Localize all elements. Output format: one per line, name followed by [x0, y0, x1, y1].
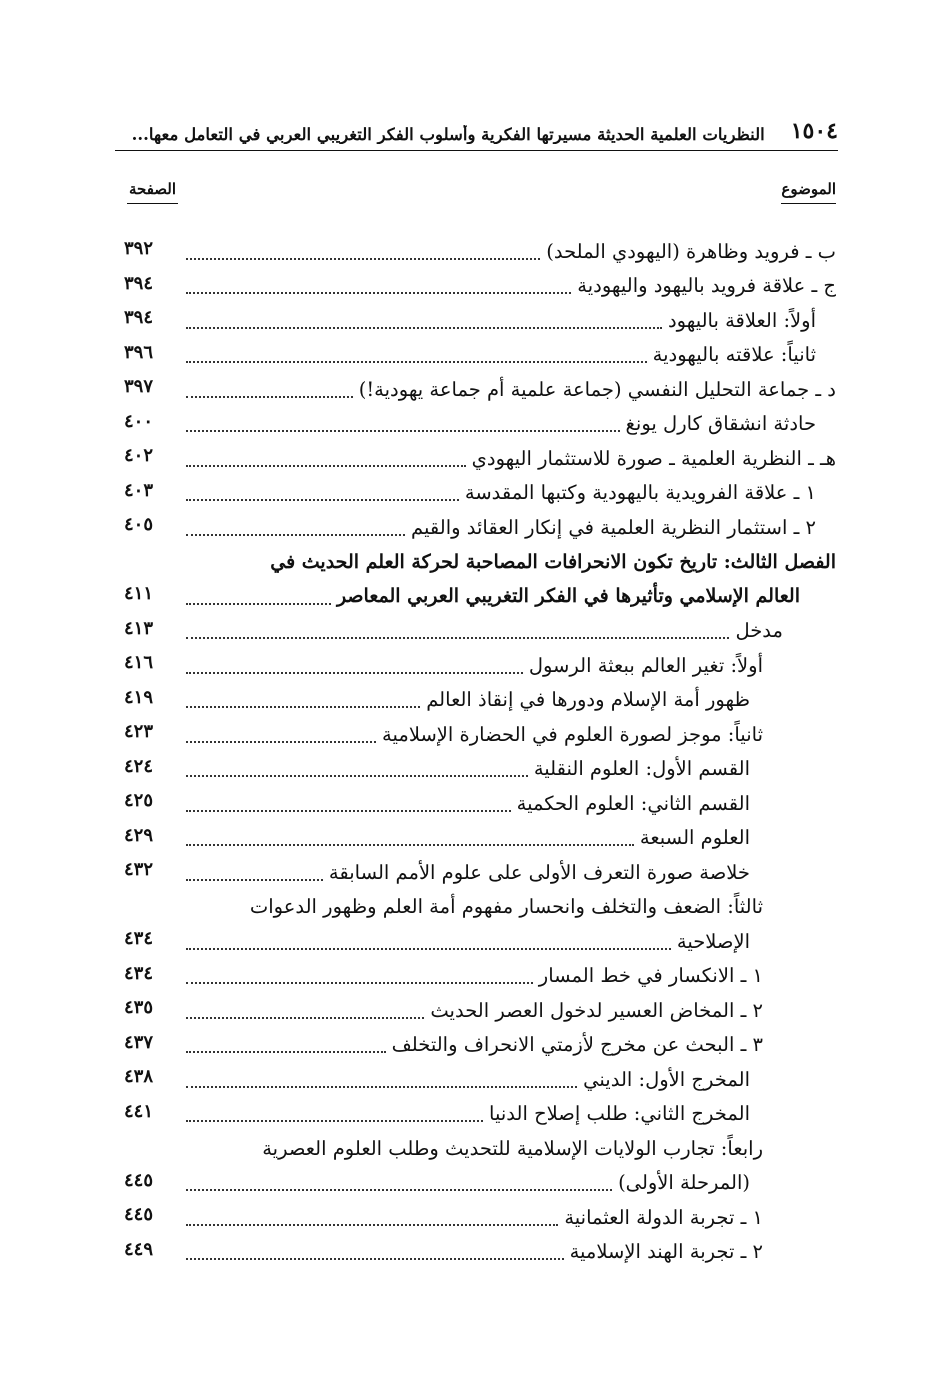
toc-entry-title: المخرج الثاني: طلب إصلاح الدنيا: [489, 1102, 750, 1125]
toc-entry-title: القسم الأول: العلوم النقلية: [533, 757, 750, 780]
toc-entry-title: ٢ ـ تجربة الهند الإسلامية: [569, 1240, 763, 1263]
toc-entry: [0, 338, 948, 372]
dot-leader: [186, 1016, 424, 1019]
toc-entry-title: ظهور أمة الإسلام ودورها في إنقاذ العالم: [426, 688, 750, 711]
dot-leader: [186, 740, 376, 743]
toc-page-number: ٤٣٢: [124, 859, 154, 880]
toc-chapter-heading: [0, 579, 948, 613]
toc-page-number: ٤١٩: [124, 686, 154, 708]
dot-leader: [186, 878, 323, 881]
toc-entry-title: رابعاً: تجارب الولايات الإسلامية للتحديث وطلب العلوم العصرية: [262, 1136, 763, 1160]
toc-page-number: ٤٤٩: [124, 1238, 154, 1260]
dot-leader: [186, 636, 729, 639]
toc-page-number: ٤٣٨: [124, 1066, 154, 1087]
toc-entry-title: الفصل الثالث: تاريخ تكون الانحرافات المصاحبة لحركة العلم الحديث في: [270, 550, 836, 573]
toc-entry-title: ثانياً: موجز لصورة العلوم في الحضارة الإسلامية: [382, 722, 763, 746]
toc-entry-title: خلاصة صورة التعرف الأولى على علوم الأمم السابقة: [328, 860, 750, 884]
dot-leader: [186, 429, 620, 432]
dot-leader: [186, 1223, 558, 1226]
dot-leader: [186, 533, 405, 536]
toc-entry-title: ثالثاً: الضعف والتخلف وانحسار مفهوم أمة العلم وظهور الدعوات: [249, 895, 763, 918]
toc-entry: [0, 890, 948, 924]
toc-page-number: ٤٣٤: [124, 962, 154, 984]
toc-page-number: ٤٤١: [124, 1100, 154, 1122]
toc-entry: [0, 1028, 948, 1062]
toc-entry-title: ثانياً: علاقته باليهودية: [652, 343, 816, 366]
toc-entry-title: ١ ـ الانكسار في خط المسار: [538, 964, 763, 987]
dot-leader: [186, 395, 353, 398]
toc-page-number: ٣٩٤: [124, 307, 154, 328]
toc-entry-title: د ـ جماعة التحليل النفسي (جماعة علمية أم جماعة يهودية!): [358, 377, 836, 401]
toc-entry: [0, 269, 948, 303]
toc-page-number: ٤١١: [124, 583, 154, 604]
toc-entry: [0, 476, 948, 510]
toc-entry-title: ٣ ـ البحث عن مخرج لأزمتي الانحراف والتخلف: [391, 1033, 763, 1056]
toc-page-number: ٤٤٥: [124, 1204, 154, 1225]
dot-leader: [186, 1085, 577, 1088]
toc-entry-title: المخرج الأول: الديني: [583, 1067, 750, 1091]
toc-page-number: ٣٩٢: [124, 238, 154, 259]
toc-entry: [0, 1200, 948, 1234]
toc-entry: [0, 993, 948, 1027]
toc-page-number: ٣٩٤: [124, 272, 154, 294]
toc-entry-title: هـ ـ النظرية العلمية ـ صورة للاستثمار اليهودي: [471, 446, 836, 470]
page-number: ١٥٠٤: [790, 118, 838, 144]
toc-page-number: ٤٠٠: [124, 410, 154, 432]
dot-leader: [186, 671, 523, 674]
toc-entry: [0, 1166, 948, 1200]
toc-entry: [0, 407, 948, 441]
toc-page-number: ٤١٦: [124, 652, 154, 673]
toc-page-number: ٣٩٧: [124, 376, 154, 397]
toc-entry-title: ١ ـ تجربة الدولة العثمانية: [564, 1205, 763, 1229]
toc-entry-title: القسم الثاني: العلوم الحكمية: [516, 791, 750, 815]
toc-page-number: ٤٣٧: [124, 1031, 154, 1053]
toc-entry-title: العلوم السبعة: [639, 826, 750, 849]
toc-entry-title: العالم الإسلامي وتأثيرها في الفكر التغريبي العربي المعاصر: [336, 585, 800, 607]
toc-entry-title: أولاً: تغير العالم ببعثة الرسول: [528, 653, 763, 677]
page-column-heading: الصفحة: [127, 180, 178, 204]
dot-leader: [186, 360, 647, 363]
toc-page-number: ٤٢٣: [124, 721, 154, 742]
dot-leader: [186, 1050, 386, 1053]
toc-entry: [0, 924, 948, 958]
dot-leader: [186, 843, 634, 846]
toc-entry: [0, 1235, 948, 1269]
dot-leader: [186, 809, 511, 812]
toc-entry-title: أولاً: العلاقة باليهود: [667, 308, 816, 332]
toc-entry-title: ٢ ـ المخاض العسير لدخول العصر الحديث: [430, 998, 763, 1022]
dot-leader: [186, 981, 533, 984]
dot-leader: [186, 1119, 483, 1122]
toc-page-number: ٤١٣: [124, 617, 154, 639]
dot-leader: [186, 602, 331, 605]
toc-page-number: ٤٠٣: [124, 479, 154, 501]
toc-page-number: ٤٠٢: [124, 445, 154, 466]
toc-entry: [0, 1131, 948, 1165]
toc-entry: [0, 234, 948, 268]
toc-entry: [0, 1097, 948, 1131]
running-header: [115, 110, 838, 151]
toc-page-number: ٤٢٥: [124, 790, 154, 811]
toc-entry-title: مدخل: [735, 619, 783, 642]
toc-entry: [0, 786, 948, 820]
toc-entry-title: الإصلاحية: [676, 929, 750, 953]
toc-entry-title: ب ـ فرويد وظاهرة (اليهودي الملحد): [546, 239, 836, 263]
toc-entry: [0, 1062, 948, 1096]
toc-entry: [0, 510, 948, 544]
dot-leader: [186, 1188, 612, 1191]
running-title: النظريات العلمية الحديثة مسيرتها الفكرية وأسلوب الفكر التغريبي العربي في التعامل معها...: [131, 125, 765, 144]
dot-leader: [186, 464, 466, 467]
toc-entry: [0, 614, 948, 648]
dot-leader: [186, 774, 528, 777]
toc-page-number: ٣٩٦: [124, 341, 154, 363]
dot-leader: [186, 326, 662, 329]
toc-entry: [0, 372, 948, 406]
toc-entry: [0, 752, 948, 786]
toc-entry: [0, 303, 948, 337]
topic-column-heading: الموضوع: [781, 180, 836, 204]
dot-leader: [186, 257, 540, 260]
dot-leader: [186, 291, 571, 294]
toc-page-number: ٤٣٥: [124, 997, 154, 1018]
toc-page-number: ٤٠٥: [124, 514, 154, 535]
toc-entry: [0, 855, 948, 889]
toc-entry-title: ٢ ـ استثمار النظرية العلمية في إنكار العقائد والقيم: [411, 515, 816, 539]
toc-page-number: ٤٢٤: [124, 755, 154, 777]
dot-leader: [186, 947, 671, 950]
toc-entry-title: حادثة انشقاق كارل يونغ: [625, 412, 816, 435]
toc-page-number: ٤٤٥: [124, 1169, 154, 1191]
toc-entry: [0, 683, 948, 717]
toc-entry: [0, 959, 948, 993]
toc-entry-title: ١ ـ علاقة الفرويدية باليهودية وكتبها المقدسة: [464, 481, 816, 504]
dot-leader: [186, 1257, 564, 1260]
toc-page-number: ٤٢٩: [124, 824, 154, 846]
toc-entry-title: ج ـ علاقة فرويد باليهود واليهودية: [577, 274, 836, 297]
toc-entry-title: (المرحلة الأولى): [618, 1171, 750, 1194]
toc-entry: [0, 648, 948, 682]
toc-entry: [0, 821, 948, 855]
dot-leader: [186, 498, 459, 501]
toc-chapter-heading: [0, 545, 948, 579]
toc-entry: [0, 441, 948, 475]
toc-page-number: ٤٣٤: [124, 928, 154, 949]
dot-leader: [186, 705, 420, 708]
toc-entry: [0, 717, 948, 751]
